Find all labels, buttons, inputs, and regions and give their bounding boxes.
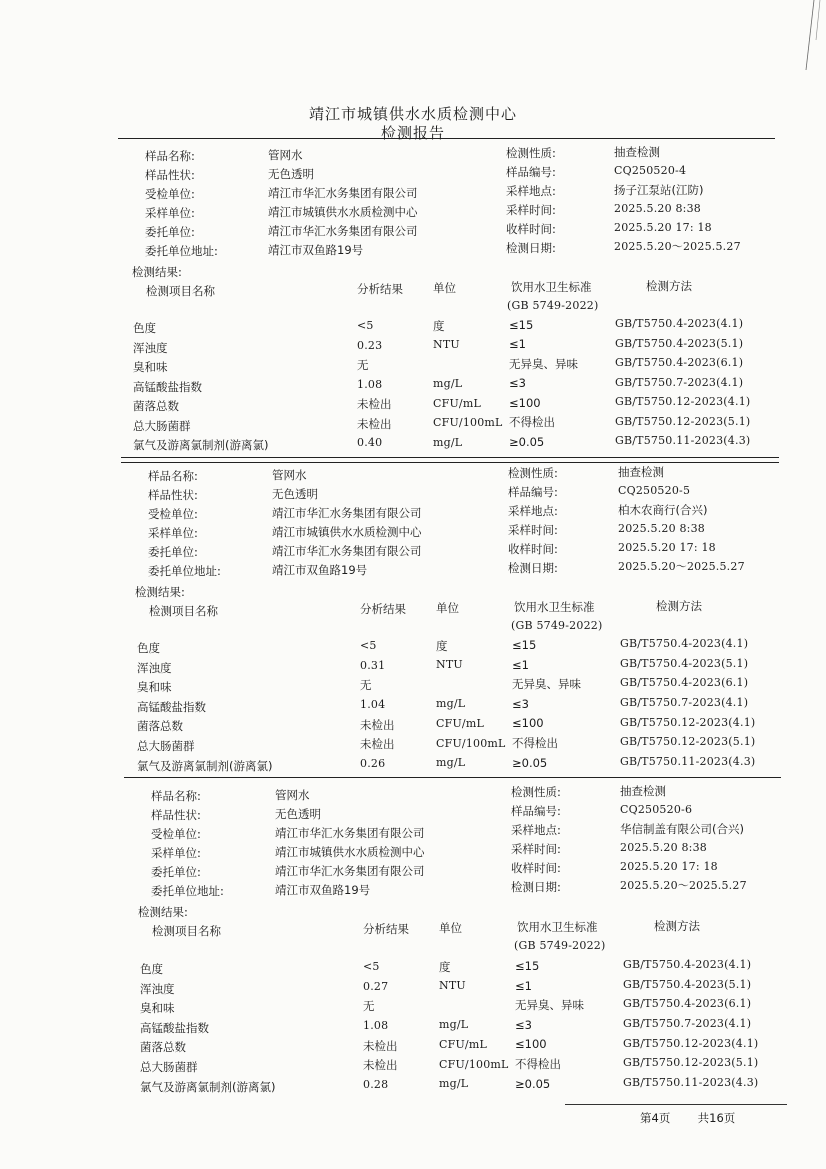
row-result: 未检出 bbox=[363, 1058, 398, 1073]
label-sampling-unit: 采样单位: bbox=[145, 206, 195, 220]
value-receive-time: 2025.5.20 17: 18 bbox=[618, 541, 716, 554]
label-sampling-site: 采样地点: bbox=[511, 823, 561, 837]
label-sample-name: 样品名称: bbox=[145, 149, 195, 163]
row-standard: 不得检出 bbox=[515, 1057, 561, 1071]
row-standard: ≥0.05 bbox=[509, 434, 545, 449]
row-item: 臭和味 bbox=[133, 360, 168, 374]
row-method: GB/T5750.12-2023(4.1) bbox=[615, 395, 751, 409]
label-sample-no: 样品编号: bbox=[511, 804, 561, 818]
col-method: 检测方法 bbox=[646, 279, 692, 293]
value-receive-time: 2025.5.20 17: 18 bbox=[620, 860, 718, 873]
label-sample-name: 样品名称: bbox=[151, 789, 201, 803]
row-result: 0.31 bbox=[360, 658, 386, 672]
row-result: 1.08 bbox=[357, 377, 383, 391]
row-method: GB/T5750.12-2023(5.1) bbox=[620, 735, 756, 749]
value-inspected-unit: 靖江市华汇水务集团有限公司 bbox=[268, 186, 418, 200]
row-standard: ≤3 bbox=[512, 696, 529, 711]
row-unit: 度 bbox=[436, 638, 448, 653]
row-item: 总大肠菌群 bbox=[140, 1060, 198, 1074]
col-standard: 饮用水卫生标准 bbox=[517, 920, 598, 934]
label-test-nature: 检测性质: bbox=[511, 785, 561, 799]
value-sampling-site: 柏木农商行(合兴) bbox=[618, 503, 708, 517]
results-label: 检测结果: bbox=[135, 585, 185, 599]
label-sampling-site: 采样地点: bbox=[506, 184, 556, 198]
label-sampling-time: 采样时间: bbox=[506, 203, 556, 217]
row-method: GB/T5750.11-2023(4.3) bbox=[620, 754, 756, 768]
row-method: GB/T5750.4-2023(6.1) bbox=[623, 997, 752, 1011]
row-item: 菌落总数 bbox=[137, 719, 183, 734]
row-result: 未检出 bbox=[357, 416, 392, 431]
col-result: 分析结果 bbox=[363, 922, 409, 936]
row-method: GB/T5750.4-2023(5.1) bbox=[623, 977, 752, 991]
row-standard: ≤100 bbox=[509, 395, 541, 410]
row-result: <5 bbox=[360, 639, 377, 653]
row-result: <5 bbox=[357, 319, 374, 333]
row-unit: NTU bbox=[439, 979, 466, 993]
row-standard: 无异臭、异味 bbox=[515, 998, 584, 1013]
row-method: GB/T5750.4-2023(5.1) bbox=[615, 336, 744, 350]
row-item: 氯气及游离氯制剂(游离氯) bbox=[140, 1079, 276, 1094]
label-test-date: 检测日期: bbox=[511, 880, 561, 894]
value-test-nature: 抽查检测 bbox=[614, 145, 660, 159]
row-item: 浑浊度 bbox=[137, 660, 172, 675]
col-standard: 饮用水卫生标准 bbox=[511, 280, 592, 294]
row-standard: ≤1 bbox=[515, 978, 532, 993]
value-test-date: 2025.5.20～2025.5.27 bbox=[614, 240, 741, 253]
value-sampling-time: 2025.5.20 8:38 bbox=[614, 202, 701, 215]
row-method: GB/T5750.4-2023(4.1) bbox=[615, 317, 744, 331]
row-item: 臭和味 bbox=[140, 1001, 175, 1016]
col-standard: 饮用水卫生标准 bbox=[514, 600, 595, 614]
col-unit: 单位 bbox=[433, 281, 456, 295]
col-method: 检测方法 bbox=[654, 919, 700, 933]
row-unit: CFU/100mL bbox=[439, 1057, 509, 1071]
row-item: 臭和味 bbox=[137, 680, 172, 695]
label-sampling-time: 采样时间: bbox=[508, 523, 558, 537]
row-standard: ≤100 bbox=[515, 1037, 547, 1052]
label-sample-property: 样品性状: bbox=[151, 808, 201, 822]
label-inspected-unit: 受检单位: bbox=[148, 507, 198, 521]
row-unit: CFU/mL bbox=[433, 396, 481, 410]
row-unit: NTU bbox=[436, 658, 463, 672]
label-inspected-unit: 受检单位: bbox=[145, 187, 195, 201]
row-standard: 不得检出 bbox=[512, 736, 558, 750]
label-test-date: 检测日期: bbox=[506, 241, 556, 255]
row-result: 0.23 bbox=[357, 338, 383, 352]
col-item: 检测项目名称 bbox=[152, 924, 221, 938]
row-item: 浑浊度 bbox=[133, 340, 168, 355]
row-method: GB/T5750.12-2023(4.1) bbox=[620, 715, 756, 729]
row-standard: ≤15 bbox=[515, 959, 540, 973]
row-result: 无 bbox=[360, 678, 372, 693]
page-total: 共16页 bbox=[697, 1111, 736, 1125]
value-sample-no: CQ250520-6 bbox=[620, 803, 693, 816]
col-standard-code: (GB 5749-2022) bbox=[511, 619, 603, 632]
row-unit: mg/L bbox=[439, 1077, 469, 1091]
col-standard-code: (GB 5749-2022) bbox=[507, 299, 599, 312]
row-result: 1.04 bbox=[360, 698, 386, 712]
value-sampling-time: 2025.5.20 8:38 bbox=[618, 522, 705, 535]
label-sample-name: 样品名称: bbox=[148, 469, 198, 483]
row-item: 高锰酸盐指数 bbox=[140, 1020, 209, 1035]
row-standard: ≤15 bbox=[509, 317, 534, 332]
row-unit: mg/L bbox=[439, 1018, 469, 1032]
row-item: 菌落总数 bbox=[140, 1040, 186, 1055]
row-method: GB/T5750.4-2023(4.1) bbox=[623, 958, 752, 972]
row-result: 未检出 bbox=[357, 397, 392, 412]
row-result: 0.40 bbox=[357, 436, 383, 450]
section-top-rule bbox=[118, 138, 775, 139]
section-bottom-rule bbox=[121, 457, 779, 458]
col-result: 分析结果 bbox=[357, 282, 403, 296]
row-standard: ≤3 bbox=[509, 376, 526, 391]
label-client-address: 委托单位地址: bbox=[151, 884, 224, 898]
label-sampling-time: 采样时间: bbox=[511, 842, 561, 856]
label-test-date: 检测日期: bbox=[508, 561, 558, 575]
row-item: 总大肠菌群 bbox=[137, 739, 195, 753]
row-result: <5 bbox=[363, 960, 380, 974]
row-unit: CFU/mL bbox=[436, 717, 484, 730]
label-sample-no: 样品编号: bbox=[506, 165, 556, 179]
row-item: 色度 bbox=[137, 641, 160, 655]
row-method: GB/T5750.12-2023(5.1) bbox=[615, 414, 751, 428]
row-result: 0.26 bbox=[360, 756, 386, 770]
label-test-nature: 检测性质: bbox=[506, 146, 556, 160]
row-unit: CFU/100mL bbox=[433, 416, 503, 430]
col-result: 分析结果 bbox=[360, 602, 406, 616]
label-receive-time: 收样时间: bbox=[508, 542, 558, 556]
row-method: GB/T5750.12-2023(4.1) bbox=[623, 1036, 759, 1050]
row-unit: mg/L bbox=[436, 697, 466, 711]
row-unit: 度 bbox=[439, 959, 451, 974]
value-sampling-unit: 靖江市城镇供水水质检测中心 bbox=[268, 205, 418, 219]
row-item: 高锰酸盐指数 bbox=[133, 379, 202, 394]
col-standard-code: (GB 5749-2022) bbox=[514, 939, 606, 952]
row-result: 未检出 bbox=[363, 1038, 398, 1053]
value-test-date: 2025.5.20～2025.5.27 bbox=[618, 560, 745, 573]
row-method: GB/T5750.4-2023(4.1) bbox=[620, 637, 749, 651]
row-method: GB/T5750.4-2023(5.1) bbox=[620, 656, 749, 670]
value-sampling-unit: 靖江市城镇供水水质检测中心 bbox=[272, 525, 422, 539]
col-method: 检测方法 bbox=[656, 599, 702, 613]
label-sampling-unit: 采样单位: bbox=[151, 846, 201, 860]
value-client-address: 靖江市双鱼路19号 bbox=[272, 563, 368, 577]
row-method: GB/T5750.7-2023(4.1) bbox=[615, 375, 744, 389]
label-client-address: 委托单位地址: bbox=[145, 244, 218, 258]
label-client-address: 委托单位地址: bbox=[148, 564, 221, 578]
row-method: GB/T5750.11-2023(4.3) bbox=[615, 434, 751, 448]
row-unit: NTU bbox=[433, 338, 460, 352]
results-label: 检测结果: bbox=[138, 905, 188, 919]
label-sample-no: 样品编号: bbox=[508, 485, 558, 499]
row-item: 菌落总数 bbox=[133, 399, 179, 413]
label-receive-time: 收样时间: bbox=[511, 861, 561, 875]
page-number bbox=[640, 1110, 735, 1126]
row-result: 0.28 bbox=[363, 1077, 389, 1091]
value-sample-property: 无色透明 bbox=[272, 487, 318, 501]
value-inspected-unit: 靖江市华汇水务集团有限公司 bbox=[275, 826, 425, 840]
row-unit: mg/L bbox=[433, 377, 463, 391]
label-sampling-site: 采样地点: bbox=[508, 504, 558, 518]
value-sample-no: CQ250520-5 bbox=[618, 484, 691, 497]
value-test-nature: 抽查检测 bbox=[620, 784, 666, 798]
label-test-nature: 检测性质: bbox=[508, 466, 558, 480]
scan-edge-mark bbox=[796, 0, 826, 70]
label-client-unit: 委托单位: bbox=[145, 225, 195, 239]
row-standard: 无异臭、异味 bbox=[509, 356, 578, 371]
row-standard: 不得检出 bbox=[509, 415, 555, 430]
row-method: GB/T5750.4-2023(6.1) bbox=[615, 356, 744, 370]
row-standard: ≥0.05 bbox=[515, 1076, 551, 1091]
value-client-unit: 靖江市华汇水务集团有限公司 bbox=[272, 544, 422, 558]
value-sample-name: 管网水 bbox=[272, 468, 307, 482]
row-item: 氯气及游离氯制剂(游离氯) bbox=[137, 758, 273, 773]
row-standard: ≤3 bbox=[515, 1017, 532, 1032]
row-unit: mg/L bbox=[433, 435, 463, 449]
row-standard: ≥0.05 bbox=[512, 755, 548, 770]
value-client-address: 靖江市双鱼路19号 bbox=[268, 243, 364, 257]
row-unit: mg/L bbox=[436, 756, 466, 770]
row-item: 色度 bbox=[133, 321, 156, 335]
value-sampling-time: 2025.5.20 8:38 bbox=[620, 841, 707, 854]
label-sample-property: 样品性状: bbox=[145, 168, 195, 182]
value-test-date: 2025.5.20～2025.5.27 bbox=[620, 879, 747, 892]
row-result: 未检出 bbox=[360, 717, 395, 732]
row-method: GB/T5750.11-2023(4.3) bbox=[623, 1075, 759, 1089]
value-sample-name: 管网水 bbox=[275, 788, 310, 802]
value-sampling-site: 华信制盖有限公司(合兴) bbox=[620, 822, 744, 836]
value-inspected-unit: 靖江市华汇水务集团有限公司 bbox=[272, 506, 422, 520]
row-standard: ≤15 bbox=[512, 638, 537, 652]
row-unit: CFU/100mL bbox=[436, 736, 506, 750]
row-result: 0.27 bbox=[363, 979, 389, 993]
col-unit: 单位 bbox=[439, 921, 462, 935]
row-method: GB/T5750.4-2023(6.1) bbox=[620, 676, 749, 690]
label-sample-property: 样品性状: bbox=[148, 488, 198, 502]
col-item: 检测项目名称 bbox=[146, 284, 215, 298]
value-sample-property: 无色透明 bbox=[268, 167, 314, 181]
col-item: 检测项目名称 bbox=[149, 604, 218, 618]
results-label: 检测结果: bbox=[132, 265, 182, 279]
row-item: 色度 bbox=[140, 962, 163, 976]
row-standard: ≤1 bbox=[509, 337, 526, 352]
row-standard: 无异臭、异味 bbox=[512, 677, 581, 692]
label-client-unit: 委托单位: bbox=[151, 865, 201, 879]
value-test-nature: 抽查检测 bbox=[618, 465, 664, 479]
value-sample-no: CQ250520-4 bbox=[614, 164, 687, 177]
section-bottom-rule-2 bbox=[121, 462, 779, 463]
row-result: 未检出 bbox=[360, 737, 395, 752]
value-sample-property: 无色透明 bbox=[275, 807, 321, 821]
value-client-address: 靖江市双鱼路19号 bbox=[275, 883, 371, 897]
row-item: 高锰酸盐指数 bbox=[137, 699, 206, 714]
row-item: 总大肠菌群 bbox=[133, 418, 191, 433]
report-title: 检测报告 bbox=[380, 124, 445, 142]
row-item: 氯气及游离氯制剂(游离氯) bbox=[133, 438, 269, 452]
value-receive-time: 2025.5.20 17: 18 bbox=[614, 221, 712, 234]
value-client-unit: 靖江市华汇水务集团有限公司 bbox=[275, 864, 425, 878]
row-standard: ≤100 bbox=[512, 716, 544, 731]
row-result: 1.08 bbox=[363, 1019, 389, 1033]
label-client-unit: 委托单位: bbox=[148, 545, 198, 559]
org-title: 靖江市城镇供水水质检测中心 bbox=[308, 105, 517, 123]
page-current: 第4页 bbox=[640, 1111, 671, 1125]
section-bottom-rule bbox=[124, 777, 781, 778]
row-result: 无 bbox=[357, 358, 369, 373]
row-method: GB/T5750.7-2023(4.1) bbox=[623, 1016, 752, 1030]
value-sampling-unit: 靖江市城镇供水水质检测中心 bbox=[275, 845, 425, 859]
label-inspected-unit: 受检单位: bbox=[151, 827, 201, 841]
row-unit: CFU/mL bbox=[439, 1038, 487, 1051]
row-method: GB/T5750.12-2023(5.1) bbox=[623, 1056, 759, 1070]
value-sample-name: 管网水 bbox=[268, 148, 303, 162]
label-sampling-unit: 采样单位: bbox=[148, 526, 198, 540]
row-item: 浑浊度 bbox=[140, 981, 175, 996]
value-sampling-site: 扬子江泵站(江防) bbox=[614, 183, 704, 197]
label-receive-time: 收样时间: bbox=[506, 222, 556, 236]
footer-rule bbox=[565, 1104, 787, 1105]
row-unit: 度 bbox=[433, 318, 445, 333]
col-unit: 单位 bbox=[436, 601, 459, 615]
value-client-unit: 靖江市华汇水务集团有限公司 bbox=[268, 224, 418, 238]
row-standard: ≤1 bbox=[512, 657, 529, 672]
row-method: GB/T5750.7-2023(4.1) bbox=[620, 695, 749, 709]
row-result: 无 bbox=[363, 999, 375, 1014]
